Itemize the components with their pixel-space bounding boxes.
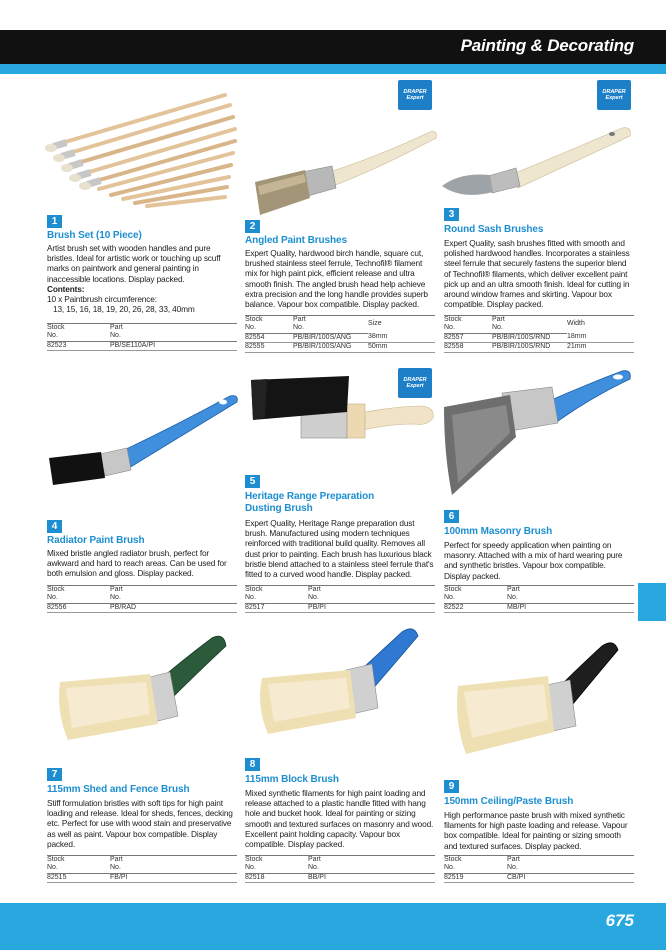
size-value: 50mm: [368, 343, 435, 352]
contents-values: 13, 15, 16, 18, 19, 20, 26, 28, 33, 40mm: [53, 304, 195, 315]
part-number: FB/PI: [110, 873, 237, 882]
table-header: Size: [368, 316, 435, 334]
table-row: [444, 343, 634, 352]
product-title: 115mm Block Brush: [245, 774, 339, 785]
spec-table: [245, 585, 435, 613]
part-number: PB/BIR/100S/ANG: [293, 333, 368, 342]
draper-expert-logo: DRAPER Expert: [398, 80, 432, 110]
table-row: [444, 603, 634, 612]
table-header: Stock: [444, 856, 507, 865]
product-title: 150mm Ceiling/Paste Brush: [444, 796, 574, 807]
table-header: Part: [110, 324, 237, 333]
table-header: Part: [492, 316, 567, 325]
product-title: 115mm Shed and Fence Brush: [47, 784, 190, 795]
header-stripe: [0, 64, 666, 74]
spec-table: [245, 855, 435, 883]
table-header: Part: [110, 856, 237, 865]
table-header: Part: [507, 586, 634, 595]
stock-number: 82557: [444, 333, 492, 342]
table-row: [47, 603, 237, 612]
part-number: BB/PI: [308, 873, 435, 882]
table-header: No.: [308, 864, 435, 873]
product-number: 1: [47, 215, 62, 228]
table-header: No.: [110, 864, 237, 873]
product-number: 7: [47, 768, 62, 781]
table-header: No.: [444, 324, 492, 333]
spec-table: [245, 315, 435, 353]
table-header: No.: [110, 332, 237, 341]
part-number: CB/PI: [507, 873, 634, 882]
stock-number: 82523: [47, 341, 110, 350]
stock-number: 82518: [245, 873, 308, 882]
product-number: 3: [444, 208, 459, 221]
table-header: No.: [293, 324, 368, 333]
product-description: Stiff formulation bristles with soft tips for high paint loading and release. Ideal for sheds, fences, decking etc. Perfect for use with wood stain and preservative as well as paint. Vapour box compatible. Display packed.: [47, 798, 233, 849]
product-title: Radiator Paint Brush: [47, 535, 145, 546]
product-description: High performance paste brush with mixed synthetic filaments for high paste loading and release. Vapour box compatible. Ideal for painting or sizing smooth and textured surfaces. Display packed.: [444, 810, 628, 851]
table-header: Part: [308, 586, 435, 595]
table-header: No.: [245, 324, 293, 333]
page-number: 675: [605, 911, 634, 930]
table-header: Part: [110, 586, 237, 595]
product-title: Heritage Range Preparation Dusting Brush: [245, 491, 375, 514]
table-row: [444, 873, 634, 882]
stock-number: 82556: [47, 603, 110, 612]
product-number: 8: [245, 758, 260, 771]
part-number: PB/BIR/100S/ANG: [293, 343, 368, 352]
draper-expert-logo: DRAPER Expert: [398, 368, 432, 398]
footer-bar: [0, 903, 666, 950]
table-header: Stock: [47, 856, 110, 865]
stock-number: 82554: [245, 333, 293, 342]
table-header: No.: [492, 324, 567, 333]
width-value: 21mm: [567, 343, 634, 352]
part-number: PB/SE110A/PI: [110, 341, 237, 350]
width-value: 18mm: [567, 333, 634, 342]
table-row: [245, 603, 435, 612]
spec-table: [47, 585, 237, 613]
table-header: No.: [444, 864, 507, 873]
product-number: 2: [245, 220, 260, 233]
product-description: Mixed bristle angled radiator brush, perfect for awkward and hard to reach areas. Can be used for both emulsion and gloss. Display packed.: [47, 548, 227, 579]
table-header: Stock: [47, 324, 110, 333]
table-row: [245, 873, 435, 882]
stock-number: 82558: [444, 343, 492, 352]
radiator-brush-image: [45, 390, 240, 490]
table-header: Stock: [245, 586, 308, 595]
shed-fence-brush-image: [50, 632, 230, 767]
product-title: 100mm Masonry Brush: [444, 526, 553, 537]
product-title: Round Sash Brushes: [444, 224, 544, 235]
contents-line: 10 x Paintbrush circumference:: [47, 294, 157, 305]
table-header: No.: [245, 864, 308, 873]
product-number: 5: [245, 475, 260, 488]
part-number: MB/PI: [507, 603, 634, 612]
stock-number: 82555: [245, 343, 293, 352]
product-number: 9: [444, 780, 459, 793]
table-header: Stock: [47, 586, 110, 595]
description-text: Artist brush set with wooden handles and pure bristles. Ideal for artistic work or touching up scuff marks on paintwork and general painting in inaccessible locations. Display packed.: [47, 243, 221, 284]
table-header: No.: [245, 594, 308, 603]
product-title: Brush Set (10 Piece): [47, 230, 142, 241]
draper-expert-logo: DRAPER Expert: [597, 80, 631, 110]
table-row: [444, 333, 634, 342]
table-header: No.: [47, 594, 110, 603]
spec-table: [444, 315, 634, 353]
part-number: PB/RAD: [110, 603, 237, 612]
stock-number: 82515: [47, 873, 110, 882]
table-header: No.: [110, 594, 237, 603]
table-header: Part: [293, 316, 368, 325]
product-description: Expert Quality, Heritage Range preparation dust brush. Manufactured using modern techniques reinforced with traditional build quality. Removes all dust prior to painting. Each brush has luxurious black bristle blend attached to a stainless steel ferrule that's fitted to a curved wood handle. Display packed.: [245, 518, 434, 580]
block-brush-image: [252, 622, 432, 757]
dusting-brush-image: [245, 370, 440, 470]
table-header: No.: [507, 864, 634, 873]
stock-number: 82517: [245, 603, 308, 612]
table-header: No.: [444, 594, 507, 603]
table-row: [245, 343, 435, 352]
part-number: PB/BIR/100S/RND: [492, 343, 567, 352]
product-description: Expert Quality, hardwood birch handle, square cut, brushed stainless steel ferrule, Technofil® filament mix for high paint pick, efficient release and ultra smooth finish. The angled brush head help achieve extra precision and the long handle provides superb balance. Vapour box compatible. Display packed.: [245, 248, 428, 310]
product-description: [47, 243, 237, 314]
spec-table: [444, 585, 634, 613]
table-header: No.: [308, 594, 435, 603]
table-row: [47, 341, 237, 350]
page-section-title: Painting & Decorating: [460, 36, 634, 55]
table-row: [245, 333, 435, 342]
part-number: PB/BIR/100S/RND: [492, 333, 567, 342]
table-header: Part: [308, 856, 435, 865]
section-tab[interactable]: [638, 583, 666, 621]
table-header: Width: [567, 316, 634, 334]
table-header: No.: [47, 332, 110, 341]
part-number: PB/PI: [308, 603, 435, 612]
product-title: Angled Paint Brushes: [245, 235, 347, 246]
table-header: Stock: [444, 586, 507, 595]
round-sash-brush-image: [440, 120, 635, 200]
table-header: Part: [507, 856, 634, 865]
table-header: Stock: [444, 316, 492, 325]
product-number: 4: [47, 520, 62, 533]
contents-heading: Contents:: [47, 283, 85, 294]
angled-brush-image: [250, 120, 440, 215]
product-description: Expert Quality, sash brushes fitted with smooth and polished hardwood handles. Incorporates a stainless steel ferrule that securely fastens the superior blend of Technofil® filaments, which deliver excellent paint pick up and an ultra smooth finish. Ideal for cutting in around window frames and skirting. Vapour box compatible. Display packed.: [444, 238, 630, 310]
brush-set-image: [45, 85, 240, 210]
spec-table: [47, 855, 237, 883]
table-header: No.: [507, 594, 634, 603]
ceiling-paste-brush-image: [452, 632, 632, 777]
product-number: 6: [444, 510, 459, 523]
table-header: Stock: [245, 316, 293, 325]
table-header: No.: [47, 864, 110, 873]
table-row: [47, 873, 237, 882]
stock-number: 82522: [444, 603, 507, 612]
stock-number: 82519: [444, 873, 507, 882]
masonry-brush-image: [440, 365, 635, 505]
product-description: Perfect for speedy application when painting on masonry. Attached with a mix of hard wearing pure and synthetic bristles. Vapour box compatible. Display packed.: [444, 540, 623, 581]
table-header: Stock: [245, 856, 308, 865]
size-value: 38mm: [368, 333, 435, 342]
spec-table: [444, 855, 634, 883]
product-description: Mixed synthetic filaments for high paint loading and release attached to a plastic handle fitted with hang hole and bucket hook. Ideal for painting or sizing smooth and textured surfaces on masonry and wood. Excellent paint holding capacity. Vapour box compatible. Display packed.: [245, 788, 434, 850]
spec-table: [47, 323, 237, 351]
